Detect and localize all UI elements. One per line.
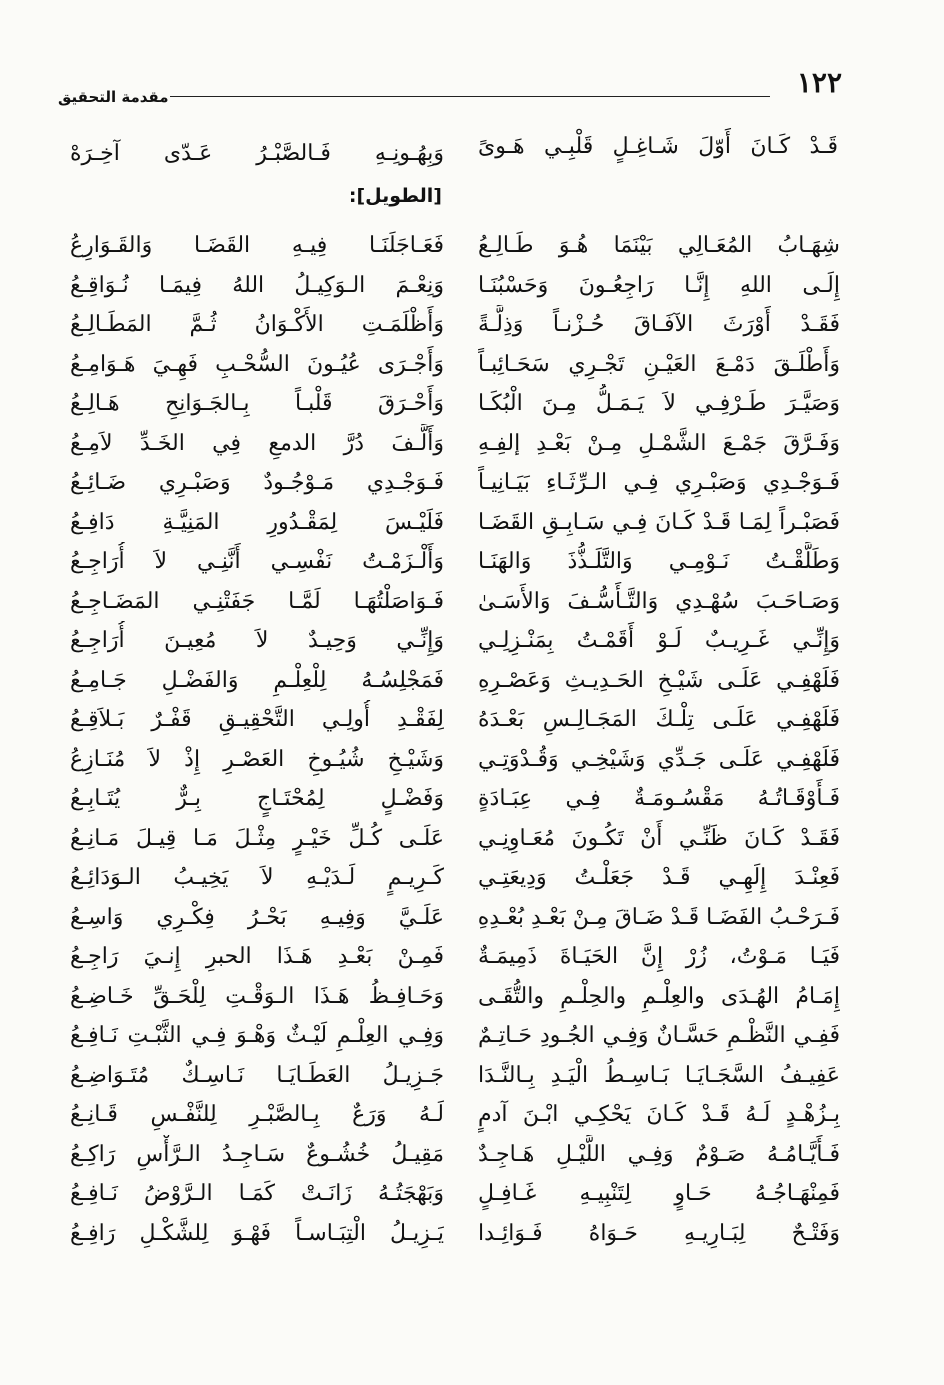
left-verse-line: فَـوَاصَلْتُهَـا لَمَّـا جَفَتْنِـي المَضَـاجِـعُ [70,588,444,614]
left-verse-line: وَإِنِّـي وَحِيـدٌ لاَ مُعِيـنَ أُرَاجِـعُ [70,628,444,653]
right-verse-line: وَصَيَّـرَ طَـرْفِـي لاَ يَـمَـلُّ مِـنَ الْبُكَـا [478,391,840,416]
left-verse-line: عَلَـى كُـلِّ خَيْـرٍ مِثْـلَ مَـا قِيـلَ مَـانِـعُ [70,825,444,851]
right-verse-line: وَإِنِّـي غَـرِيـبٌ لَـوْ أَقَمْـتُ بِمَنْـزِلِـي [478,628,840,653]
left-verse-line: وَأَظْلَمَـتِ الأَكْـوَانُ ثُـمَّ المَطَـالِـعُ [70,312,444,337]
right-verse-line: فَلَهْفِـي عَلَـى شَيْـخِ الحَـدِيـثِ وَعَصْـرِهِ [478,667,840,693]
right-verse-line: وَأَطْلَـقَ دَمْـعَ العَيْـنِ تَجْـرِي سَحَـائِبـاً [478,351,840,377]
right-verse-line: شِهَـابُ المُعَـالِي بَيْنَمَا هُـوَ طَـالِـعُ [478,233,840,258]
page-header [58,66,842,106]
right-intro-line: قَـدْ كَـانَ أَوّلَ شَـاغِـلٍ قَلْبِـي هَـوىً [478,134,838,159]
left-verse-line: وَنِعْـمَ الـوَكِيـلُ اللهُ فِيمَـا نُـوَاقِـعُ [70,272,444,298]
left-verse-line: وَبَهْجَتُـهُ زَانَـتْ كَمَـا الـرَّوْضُ نَـافِـعُ [70,1181,444,1206]
left-verse-line: جَـزِيـلُ العَطَـايَـا نَـاسِـكٌ مُتَـوَاضِـعُ [70,1062,444,1088]
right-verse-line: فَفِـي النَّظْـمِ حَسَّـانٌ وَفِـي الجُـودِ حَـاتِـمٌ [478,1023,840,1048]
right-verse-line: فَعِنْـدَ إِلَهِـي قَـدْ جَعَلْـتُ وَدِيعَتِـي [478,865,840,890]
right-verse-line: فَلَهْفِـي عَلَـى جَـدِّي وَشَيْخِـي وَقُـدْوَتِـي [478,746,840,772]
left-column [70,226,444,1253]
right-verse-line: إِمَـامُ الهُـدَى والعِلْـمِ والحِلْـمِ والتُّقَـى [478,983,840,1009]
right-verse-line: بِـزُهْـدٍ لَـهُ قَـدْ كَـانَ يَحْكِـي ابْـنَ آدمٍ [478,1102,840,1127]
page-number: ١٢٢ [796,66,842,99]
right-verse-line: فَلَهْفِـي عَلَـى تِلْـكَ المَجَـالِـسِ بَعْـدَهُ [478,707,840,732]
left-verse-line: وَحَـافِـظُ هَـذَا الـوَقْـتِ لِلْحَـقِّ خَـاضِـعُ [70,983,444,1009]
right-verse-line: فَـأَيَّـامُـهُ صَـوْمٌ وَفِـي اللَّيْـلِ هَـاجِـدٌ [478,1141,840,1167]
right-verse-line: وَطَلَّقْـتُ نَـوْمِـي وَالتَّلَـذُّذَ وَالهَنَـا [478,549,840,574]
left-verse-line: وَفِـي العِلْـمِ لَيْـثٌ وَهْـوَ فِـي الثَّبْـتِ نَـافِـعُ [70,1023,444,1048]
right-verse-line: فَـوَجْـدِي وَصَبْـرِي فِـي الـرِّثَـاءِ بَيَـانِيـاً [478,470,840,495]
left-verse-line: يَـزِيـلُ الْتِبَـاسـاً فَهْـوَ لِلشَّكْـلِ رَافِـعُ [70,1220,444,1246]
left-verse-line: وَأَلَّـفَ دُرَّ الدمعِ فِي الخَـدِّ لاَمِـعُ [70,430,444,456]
right-verse-line: وَصَـاحَـبَ سُهْـدِي وَالتَّـأَسُّـفَ وَالأَسَـىٰ [478,588,840,614]
right-verse-line: إِلَـى اللهِ إِنَّـا رَاجِعُـونَ وَحَسْبُنَـا [478,272,840,298]
left-verse-line: لِفَقْـدِ أُولِـي التَّحْقِيـقِ قَفْـرٌ بَـلاَقِـعُ [70,707,444,732]
right-column [478,226,840,1253]
right-verse-line: عَفِيـفُ السَّجَـايَـا بَـاسِـطُ الْيَـدِ بِـالنَّـدَا [478,1062,840,1088]
left-verse-line: وَأَلْـزَمْـتُ نَفْسِـي أَنَّنِـي لاَ أُرَاجِـعُ [70,549,444,574]
meter-label: [الطويل]: [348,185,442,207]
right-verse-line: فَقَـدْ كَـانَ ظَنِّـي أَنْ تَكُـونَ مُعَـاوِنِـي [478,825,840,851]
right-verse-line: فَـأَوْقَـاتُـهُ مَقْسُـومَـةٌ فِـي عِبَـادَةٍ [478,786,840,811]
left-intro-line: وَبِهُـونِـهِ فَـالصَّبْـرُ عَـدّى آخِـرَهْ [70,141,444,166]
left-verse-line: عَلَـيَّ وَفِيـهِ بَحْـرُ فِكْـرِي وَاسِـعُ [70,904,444,930]
right-verse-line: فَـرَحْـبُ الفَضَـا قَـدْ ضَـاقَ مِـنْ بَعْـدِ بُعْـدِهِ [478,904,840,930]
right-verse-line: فَيَـا مَـوْتُ، زُرْ إِنَّ الحَيَـاةَ ذَمِيمَـةٌ [478,944,840,969]
left-verse-line: وَشَيْـخِ شُيُـوخِ العَصْـرِ إِذْ لاَ مُنَـازِعُ [70,746,444,772]
running-head: مقدمة التحقيق [58,88,169,106]
right-verse-line: فَمِنْهَـاجُـهُ حَـاوٍ لِتَنْبِيـهِ غَـافِـلٍ [478,1181,840,1206]
left-verse-line: فَمَجْلِسُـهُ لِلْعِلْـمِ وَالفَضْـلِ جَـامِـعُ [70,667,444,693]
left-verse-line: مَقِيـلُ خُشُـوعٌ سَـاجِـدُ الـرَّأْسِ رَاكِـعُ [70,1141,444,1167]
left-verse-line: وَأَجْـرَى عُيُـونَ السُّحْـبِ فَهِـيَ هَـوَامِـعُ [70,351,444,377]
left-verse-line: فَلَيْـسَ لِمَقْـدُورِ المَنِيَّـةِ دَافِـعُ [70,509,444,535]
left-verse-line: وَفَضْـلٍ لِمُحْتَـاجٍ بِـرٌّ يُتَـابِـعُ [70,786,444,811]
left-verse-line: فَعَـاجَلَنَـا فِيـهِ القَضَـا وَالقَـوَارِعُ [70,233,444,258]
left-verse-line: فَـوَجْـدِي مَـوْجُـودٌ وَصَبْـرِي ضَـائِـعُ [70,470,444,495]
left-verse-line: كَـرِيـمٍ لَـدَيْـهِ لاَ يَخِيـبُ الـوَدَائِـعُ [70,865,444,890]
right-verse-line: فَصَبْـراً لِمَـا قَـدْ كَـانَ فِـي سَـابِـقِ القَضَـا [478,509,840,535]
right-verse-line: وَفَـرَّقَ جَمْـعَ الشَّمْـلِ مِـنْ بَعْـدِ إلفِـهِ [478,430,840,456]
left-verse-line: لَـهُ وَرَعٌ بِـالصَّبْـرِ لِلنَّفْـسِ قَـانِـعُ [70,1102,444,1127]
left-verse-line: وَأَحْـرَقَ قَلْبـاً بِـالجَـوَانِحِ هَـالِـعُ [70,391,444,416]
right-verse-line: وَفَتْـحٌ لِبَـارِيـهِ حَـوَاهُ فَـوَائِـدا [478,1220,840,1246]
left-verse-line: فَمِـنْ بَعْـدِ هَـذَا الحبرِ إِنـيَ رَاجِـعُ [70,944,444,969]
header-rule [170,96,770,97]
right-verse-line: فَقَـدْ أَوْرَثَ الآفَـاقَ حُـزْنـاً وَذِلَّـةً [478,312,840,337]
